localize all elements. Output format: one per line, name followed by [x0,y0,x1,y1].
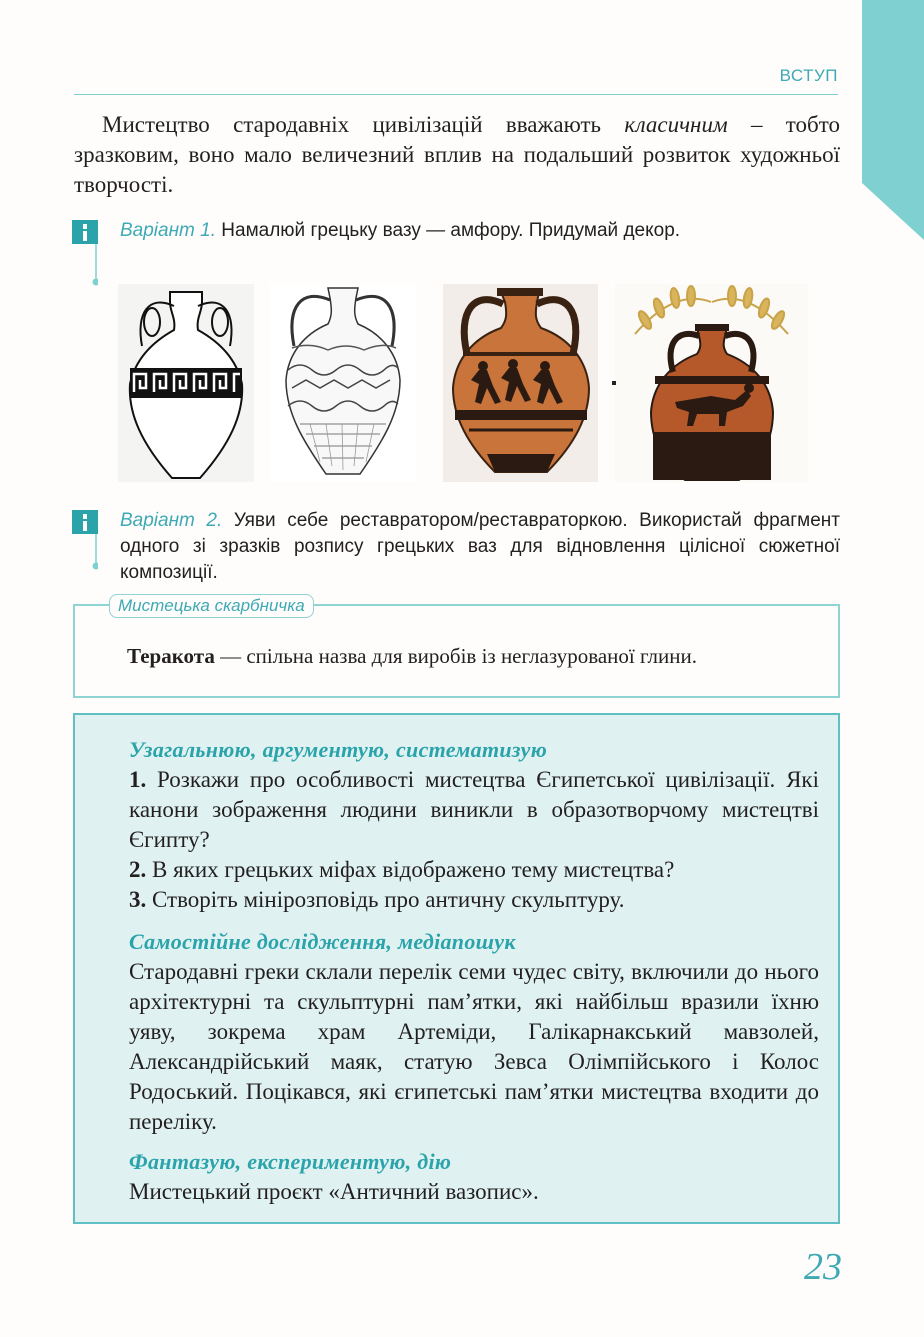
task-item: 3. Створіть мінірозповідь про античну скульптуру. [129,887,625,912]
section-title: Фантазую, експериментую, дію [129,1149,452,1174]
vase-gallery [118,284,808,482]
running-header [74,64,838,95]
section-text: Стародавні греки склали перелік семи чудес світу, включили до нього архітектурні та скульптурні пам’ятки, які найбільш вразили їхню уяву, зокрема храм Артеміди, Галікарнакський мавзолей, Александрійський маяк, статую Зевса Олімпійського і Колос Родоський. Поцікався, які єгипетські пам’ятки мистецтва входити до переліку. [129,959,819,1134]
section-fantasize [129,1147,819,1207]
section-title: Самостійне дослідження, медіапошук [129,929,516,954]
section-title: ВСТУП [779,66,838,85]
amphora-with-laurel-image [615,284,808,482]
emphasis-term: класичним [624,112,728,137]
variant-label: Варіант 2. [120,510,223,531]
corner-tab [862,0,924,240]
amphora-outline-image [118,284,254,482]
pencil-marker-icon [72,508,98,578]
term-definition: Теракота — спільна назва для виробів із неглазурованої глини. [127,644,697,668]
variant-text: Намалюй грецьку вазу — амфору. Придумай декор. [216,220,681,241]
section-title: Узагальнюю, аргументую, систематизую [129,737,548,762]
amphora-sketch-image [270,284,416,482]
tasks-panel [73,713,840,1224]
stray-dot [612,381,616,385]
pencil-marker-icon [72,218,98,288]
treasury-label: Мистецька скарбничка [109,594,314,618]
section-text: Мистецький проєкт «Античний вазопис». [129,1179,539,1204]
page-number: 23 [804,1246,842,1288]
treasury-box [73,596,840,698]
section-research [129,927,819,1137]
section-generalize [129,735,819,915]
task-item: 2. В яких грецьких міфах відображено тему мистецтва? [129,857,675,882]
task-item: 1. Розкажи про особливості мистецтва Єгипетської цивілізації. Які канони зображення людини виникли в образотворчому мистецтві Єгипту? [129,767,819,852]
term: Теракота [127,644,215,668]
variant-label: Варіант 1. [120,220,217,241]
black-figure-amphora-image [443,284,598,482]
intro-paragraph: Мистецтво стародавніх цивілізацій вважають класичним – тобто зразковим, воно мало величезний вплив на подальший розвиток художньої творчості. [74,112,841,197]
variant-text: Уяви себе реставратором/реставраторкою. Використай фрагмент одного зі зразків розпису грецьких ваз для відновлення цілісної сюжетної композиції. [120,510,840,583]
